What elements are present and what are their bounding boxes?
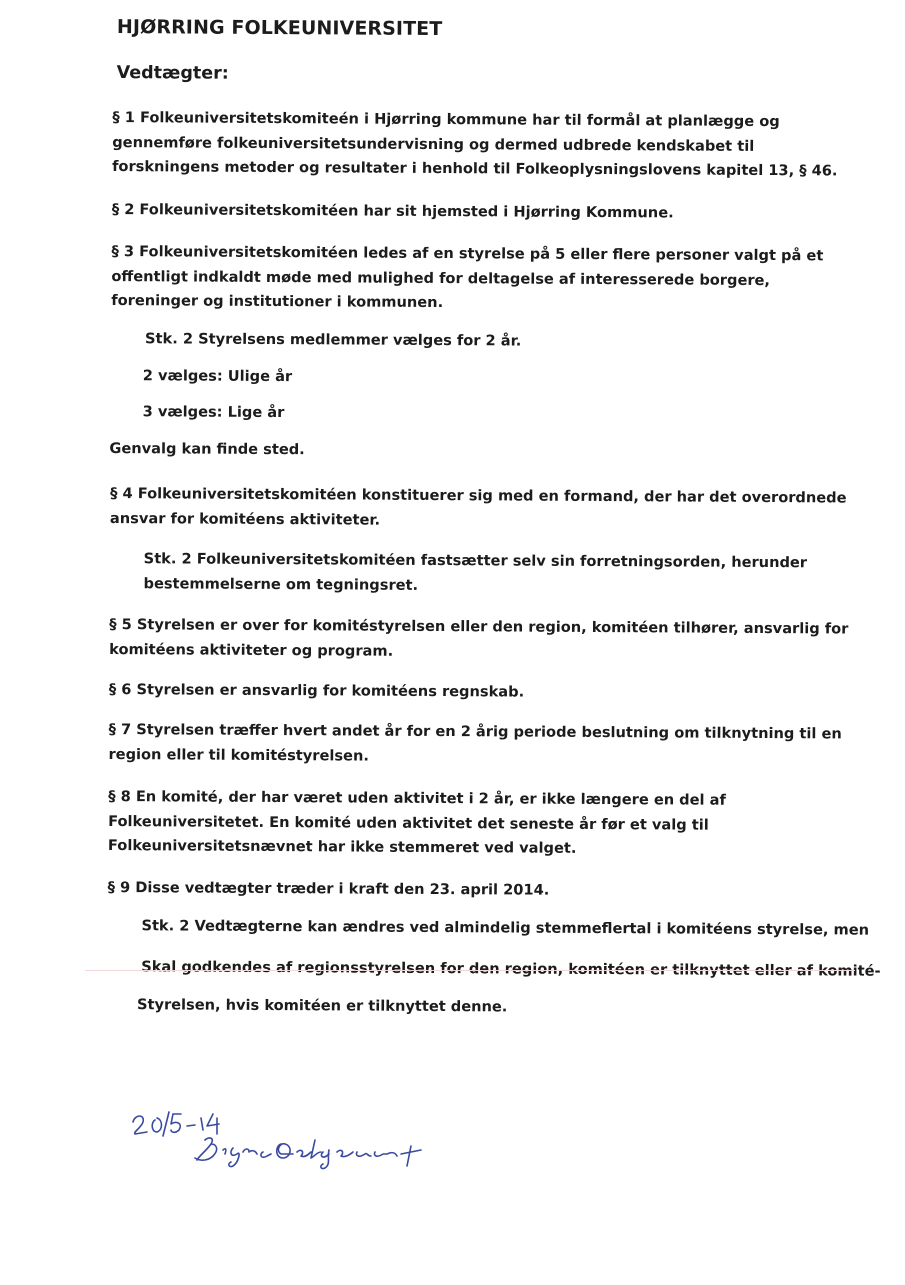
paragraph-9-stk-2-line-2: Skal godkendes af regionsstyrelsen for den region, komitéen er tilknyttet eller af komité- xyxy=(141,958,881,980)
paragraph-3-stk-2: Stk. 2 Styrelsens medlemmer vælges for 2 år. xyxy=(145,330,522,350)
paragraph-9: § 9 Disse vedtægter træder i kraft den 23. april 2014. xyxy=(107,879,550,899)
paragraph-4: § 4 Folkeuniversitetskomitéen konstituerer sig med en formand, der har det overordnede ansvar for komitéens aktiviteter. xyxy=(109,485,847,529)
paragraph-8: § 8 En komité, der har været uden aktivitet i 2 år, er ikke længere en del af Folkeuniversitetet. En komité uden aktivitet det seneste år før et valg til Folkeuniversitetsnævnet har ikke stemmeret ved valget. xyxy=(107,788,726,857)
handwritten-signature xyxy=(125,1100,445,1180)
paragraph-9-stk-2-line-1: Stk. 2 Vedtægterne kan ændres ved almindelig stemmeflertal i komitéens styrelse, men xyxy=(141,917,870,939)
document-subtitle: Vedtægter: xyxy=(116,63,229,84)
paragraph-2: § 2 Folkeuniversitetskomitéen har sit hjemsted i Hjørring Kommune. xyxy=(111,201,674,222)
scan-artifact-line xyxy=(85,970,855,971)
paragraph-7: § 7 Styrelsen træffer hvert andet år for en 2 årig periode beslutning om tilknytning til en region eller til komitéstyrelsen. xyxy=(108,721,842,765)
paragraph-3: § 3 Folkeuniversitetskomitéen ledes af en styrelse på 5 eller flere personer valgt på et offentligt indkaldt møde med mulighed for deltagelse af interesserede borgere, foreninger og institutioner i kommunen. xyxy=(111,243,824,312)
paragraph-1: § 1 Folkeuniversitetskomiteén i Hjørring kommune har til formål at planlægge og gennemføre folkeuniversitetsundervisning og dermed udbrede kendskabet til forskningens metoder og resultater i henhold til Folkeoplysningslovens kapitel 13, § 46. xyxy=(112,109,838,180)
paragraph-5: § 5 Styrelsen er over for komitéstyrelsen eller den region, komitéen tilhører, ansvarlig for komitéens aktiviteter og program. xyxy=(109,616,849,660)
paragraph-4-stk-2: Stk. 2 Folkeuniversitetskomitéen fastsætter selv sin forretningsorden, herunder bestemmelserne om tegningsret. xyxy=(143,550,808,594)
paragraph-3-reelection: Genvalg kan finde sted. xyxy=(109,440,305,459)
document-title: HJØRRING FOLKEUNIVERSITET xyxy=(116,16,443,41)
paragraph-9-stk-2-line-3: Styrelsen, hvis komitéen er tilknyttet denne. xyxy=(136,996,508,1016)
paragraph-6: § 6 Styrelsen er ansvarlig for komitéens regnskab. xyxy=(108,681,525,701)
paragraph-3-even-years: 3 vælges: Lige år xyxy=(142,403,285,422)
signature-icon xyxy=(125,1100,445,1180)
paragraph-3-odd-years: 2 vælges: Ulige år xyxy=(142,367,293,386)
